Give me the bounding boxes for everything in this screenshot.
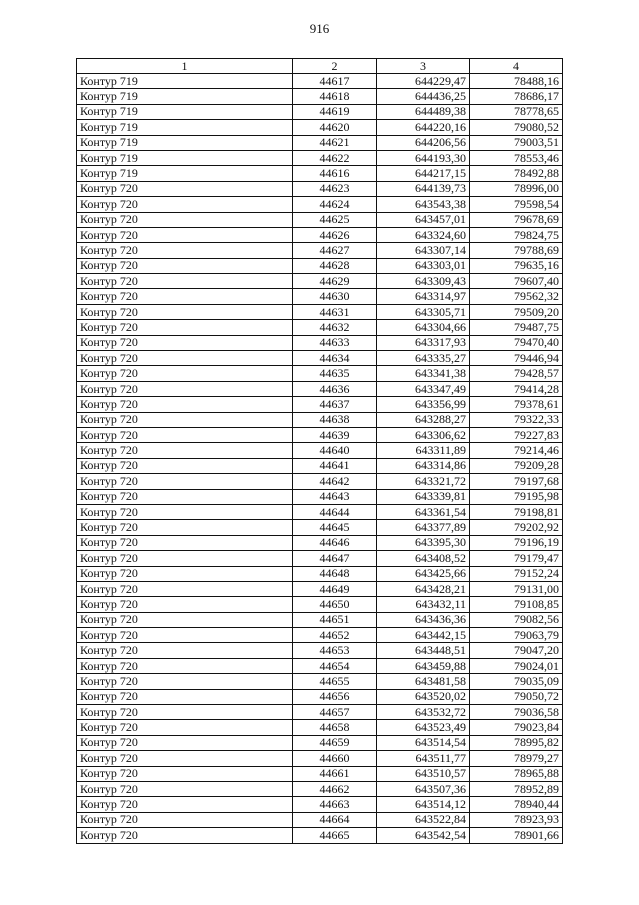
y-coordinate-cell: 79635,16 [470, 258, 563, 273]
table-row [77, 427, 563, 442]
contour-name-cell: Контур 720 [77, 720, 293, 735]
contour-name-cell: Контур 720 [77, 797, 293, 812]
y-coordinate-cell: 79428,57 [470, 366, 563, 381]
contour-name-cell: Контур 720 [77, 504, 293, 519]
y-coordinate-cell: 79196,19 [470, 535, 563, 550]
y-coordinate-cell: 79227,83 [470, 427, 563, 442]
table-row [77, 628, 563, 643]
table-row [77, 443, 563, 458]
x-coordinate-cell: 643305,71 [377, 304, 470, 319]
x-coordinate-cell: 643341,38 [377, 366, 470, 381]
x-coordinate-cell: 643311,89 [377, 443, 470, 458]
contour-name-cell: Контур 720 [77, 351, 293, 366]
contour-name-cell: Контур 720 [77, 674, 293, 689]
y-coordinate-cell: 78488,16 [470, 74, 563, 89]
contour-name-cell: Контур 720 [77, 551, 293, 566]
table-row [77, 551, 563, 566]
y-coordinate-cell: 78979,27 [470, 751, 563, 766]
contour-name-cell: Контур 720 [77, 427, 293, 442]
x-coordinate-cell: 643307,14 [377, 243, 470, 258]
y-coordinate-cell: 79198,81 [470, 504, 563, 519]
y-coordinate-cell: 79598,54 [470, 197, 563, 212]
table-row [77, 166, 563, 181]
y-coordinate-cell: 79082,56 [470, 612, 563, 627]
y-coordinate-cell: 79197,68 [470, 474, 563, 489]
point-number-cell: 44636 [293, 381, 377, 396]
y-coordinate-cell: 79050,72 [470, 689, 563, 704]
y-coordinate-cell: 79214,46 [470, 443, 563, 458]
x-coordinate-cell: 643317,93 [377, 335, 470, 350]
point-number-cell: 44644 [293, 504, 377, 519]
x-coordinate-cell: 643304,66 [377, 320, 470, 335]
contour-name-cell: Контур 720 [77, 751, 293, 766]
x-coordinate-cell: 643523,49 [377, 720, 470, 735]
point-number-cell: 44628 [293, 258, 377, 273]
y-coordinate-cell: 79562,32 [470, 289, 563, 304]
contour-name-cell: Контур 720 [77, 612, 293, 627]
contour-name-cell: Контур 720 [77, 181, 293, 196]
x-coordinate-cell: 643442,15 [377, 628, 470, 643]
table-row [77, 581, 563, 596]
x-coordinate-cell: 644139,73 [377, 181, 470, 196]
table-row [77, 181, 563, 196]
contour-name-cell: Контур 720 [77, 258, 293, 273]
point-number-cell: 44617 [293, 74, 377, 89]
table-row [77, 227, 563, 242]
contour-name-cell: Контур 719 [77, 150, 293, 165]
y-coordinate-cell: 79678,69 [470, 212, 563, 227]
table-row [77, 535, 563, 550]
x-coordinate-cell: 643339,81 [377, 489, 470, 504]
column-header-2: 2 [293, 59, 377, 74]
x-coordinate-cell: 644436,25 [377, 89, 470, 104]
contour-name-cell: Контур 719 [77, 166, 293, 181]
point-number-cell: 44639 [293, 427, 377, 442]
table-header-row [77, 59, 563, 74]
y-coordinate-cell: 79003,51 [470, 135, 563, 150]
table-row [77, 304, 563, 319]
point-number-cell: 44638 [293, 412, 377, 427]
x-coordinate-cell: 643459,88 [377, 658, 470, 673]
x-coordinate-cell: 644229,47 [377, 74, 470, 89]
y-coordinate-cell: 79152,24 [470, 566, 563, 581]
x-coordinate-cell: 643432,11 [377, 597, 470, 612]
x-coordinate-cell: 643543,38 [377, 197, 470, 212]
contour-name-cell: Контур 720 [77, 381, 293, 396]
x-coordinate-cell: 643457,01 [377, 212, 470, 227]
x-coordinate-cell: 643425,66 [377, 566, 470, 581]
table-row [77, 566, 563, 581]
contour-name-cell: Контур 720 [77, 566, 293, 581]
table-row [77, 351, 563, 366]
contour-name-cell: Контур 720 [77, 474, 293, 489]
point-number-cell: 44641 [293, 458, 377, 473]
point-number-cell: 44623 [293, 181, 377, 196]
point-number-cell: 44648 [293, 566, 377, 581]
y-coordinate-cell: 79788,69 [470, 243, 563, 258]
x-coordinate-cell: 643507,36 [377, 781, 470, 796]
x-coordinate-cell: 644206,56 [377, 135, 470, 150]
x-coordinate-cell: 643361,54 [377, 504, 470, 519]
y-coordinate-cell: 78952,89 [470, 781, 563, 796]
table-row [77, 289, 563, 304]
contour-name-cell: Контур 720 [77, 443, 293, 458]
point-number-cell: 44656 [293, 689, 377, 704]
point-number-cell: 44621 [293, 135, 377, 150]
contour-name-cell: Контур 720 [77, 274, 293, 289]
table-row [77, 243, 563, 258]
table-row [77, 274, 563, 289]
contour-name-cell: Контур 720 [77, 812, 293, 827]
contour-name-cell: Контур 720 [77, 397, 293, 412]
y-coordinate-cell: 79470,40 [470, 335, 563, 350]
contour-name-cell: Контур 720 [77, 412, 293, 427]
x-coordinate-cell: 643321,72 [377, 474, 470, 489]
table-row [77, 612, 563, 627]
table-row [77, 366, 563, 381]
contour-name-cell: Контур 720 [77, 489, 293, 504]
point-number-cell: 44651 [293, 612, 377, 627]
contour-name-cell: Контур 719 [77, 89, 293, 104]
y-coordinate-cell: 79378,61 [470, 397, 563, 412]
x-coordinate-cell: 643347,49 [377, 381, 470, 396]
contour-name-cell: Контур 720 [77, 643, 293, 658]
y-coordinate-cell: 79047,20 [470, 643, 563, 658]
contour-name-cell: Контур 720 [77, 458, 293, 473]
contour-name-cell: Контур 720 [77, 227, 293, 242]
point-number-cell: 44624 [293, 197, 377, 212]
y-coordinate-cell: 79131,00 [470, 581, 563, 596]
point-number-cell: 44642 [293, 474, 377, 489]
column-header-3: 3 [377, 59, 470, 74]
table-row [77, 397, 563, 412]
point-number-cell: 44665 [293, 828, 377, 843]
point-number-cell: 44655 [293, 674, 377, 689]
x-coordinate-cell: 643514,54 [377, 735, 470, 750]
point-number-cell: 44631 [293, 304, 377, 319]
x-coordinate-cell: 643377,89 [377, 520, 470, 535]
table-body [77, 74, 563, 844]
point-number-cell: 44654 [293, 658, 377, 673]
contour-name-cell: Контур 720 [77, 289, 293, 304]
y-coordinate-cell: 79024,01 [470, 658, 563, 673]
table-row [77, 766, 563, 781]
contour-name-cell: Контур 720 [77, 581, 293, 596]
table-row [77, 751, 563, 766]
x-coordinate-cell: 643408,52 [377, 551, 470, 566]
point-number-cell: 44662 [293, 781, 377, 796]
y-coordinate-cell: 79607,40 [470, 274, 563, 289]
y-coordinate-cell: 78923,93 [470, 812, 563, 827]
contour-name-cell: Контур 720 [77, 520, 293, 535]
table-row [77, 135, 563, 150]
table-row [77, 658, 563, 673]
y-coordinate-cell: 79487,75 [470, 320, 563, 335]
table-row [77, 674, 563, 689]
x-coordinate-cell: 643481,58 [377, 674, 470, 689]
point-number-cell: 44645 [293, 520, 377, 535]
contour-name-cell: Контур 720 [77, 535, 293, 550]
column-header-4: 4 [470, 59, 563, 74]
table-row [77, 797, 563, 812]
contour-name-cell: Контур 720 [77, 212, 293, 227]
x-coordinate-cell: 643514,12 [377, 797, 470, 812]
point-number-cell: 44620 [293, 120, 377, 135]
table-row [77, 705, 563, 720]
table-row [77, 212, 563, 227]
table-row [77, 689, 563, 704]
table-row [77, 74, 563, 89]
y-coordinate-cell: 79035,09 [470, 674, 563, 689]
y-coordinate-cell: 79209,28 [470, 458, 563, 473]
y-coordinate-cell: 79036,58 [470, 705, 563, 720]
contour-name-cell: Контур 720 [77, 243, 293, 258]
point-number-cell: 44652 [293, 628, 377, 643]
x-coordinate-cell: 644489,38 [377, 104, 470, 119]
point-number-cell: 44658 [293, 720, 377, 735]
x-coordinate-cell: 643314,97 [377, 289, 470, 304]
table-row [77, 150, 563, 165]
y-coordinate-cell: 78778,65 [470, 104, 563, 119]
contour-name-cell: Контур 720 [77, 658, 293, 673]
contour-name-cell: Контур 720 [77, 197, 293, 212]
x-coordinate-cell: 643532,72 [377, 705, 470, 720]
table-row [77, 828, 563, 843]
point-number-cell: 44643 [293, 489, 377, 504]
point-number-cell: 44634 [293, 351, 377, 366]
contour-name-cell: Контур 720 [77, 335, 293, 350]
x-coordinate-cell: 643395,30 [377, 535, 470, 550]
table-row [77, 89, 563, 104]
table-row [77, 781, 563, 796]
point-number-cell: 44629 [293, 274, 377, 289]
y-coordinate-cell: 79063,79 [470, 628, 563, 643]
x-coordinate-cell: 643522,84 [377, 812, 470, 827]
table-row [77, 335, 563, 350]
point-number-cell: 44664 [293, 812, 377, 827]
y-coordinate-cell: 78995,82 [470, 735, 563, 750]
point-number-cell: 44647 [293, 551, 377, 566]
y-coordinate-cell: 79023,84 [470, 720, 563, 735]
table-row [77, 735, 563, 750]
y-coordinate-cell: 79414,28 [470, 381, 563, 396]
table-row [77, 458, 563, 473]
point-number-cell: 44637 [293, 397, 377, 412]
contour-name-cell: Контур 719 [77, 135, 293, 150]
table-row [77, 720, 563, 735]
x-coordinate-cell: 643303,01 [377, 258, 470, 273]
page-number: 916 [309, 21, 330, 36]
x-coordinate-cell: 643356,99 [377, 397, 470, 412]
y-coordinate-cell: 79446,94 [470, 351, 563, 366]
x-coordinate-cell: 643324,60 [377, 227, 470, 242]
table-row [77, 504, 563, 519]
point-number-cell: 44635 [293, 366, 377, 381]
point-number-cell: 44661 [293, 766, 377, 781]
point-number-cell: 44632 [293, 320, 377, 335]
coordinates-table [76, 58, 563, 844]
x-coordinate-cell: 643542,54 [377, 828, 470, 843]
contour-name-cell: Контур 720 [77, 828, 293, 843]
x-coordinate-cell: 643511,77 [377, 751, 470, 766]
contour-name-cell: Контур 720 [77, 597, 293, 612]
point-number-cell: 44630 [293, 289, 377, 304]
y-coordinate-cell: 78940,44 [470, 797, 563, 812]
y-coordinate-cell: 78553,46 [470, 150, 563, 165]
point-number-cell: 44625 [293, 212, 377, 227]
contour-name-cell: Контур 719 [77, 120, 293, 135]
y-coordinate-cell: 79179,47 [470, 551, 563, 566]
contour-name-cell: Контур 719 [77, 104, 293, 119]
point-number-cell: 44663 [293, 797, 377, 812]
y-coordinate-cell: 79824,75 [470, 227, 563, 242]
y-coordinate-cell: 78996,00 [470, 181, 563, 196]
x-coordinate-cell: 643309,43 [377, 274, 470, 289]
x-coordinate-cell: 643288,27 [377, 412, 470, 427]
x-coordinate-cell: 643510,57 [377, 766, 470, 781]
y-coordinate-cell: 79195,98 [470, 489, 563, 504]
contour-name-cell: Контур 720 [77, 366, 293, 381]
table-row [77, 412, 563, 427]
point-number-cell: 44646 [293, 535, 377, 550]
table-row [77, 597, 563, 612]
y-coordinate-cell: 78492,88 [470, 166, 563, 181]
point-number-cell: 44657 [293, 705, 377, 720]
y-coordinate-cell: 78965,88 [470, 766, 563, 781]
table-row [77, 812, 563, 827]
y-coordinate-cell: 79108,85 [470, 597, 563, 612]
x-coordinate-cell: 643448,51 [377, 643, 470, 658]
contour-name-cell: Контур 720 [77, 689, 293, 704]
x-coordinate-cell: 644193,30 [377, 150, 470, 165]
x-coordinate-cell: 643520,02 [377, 689, 470, 704]
x-coordinate-cell: 644220,16 [377, 120, 470, 135]
table-row [77, 489, 563, 504]
table-row [77, 120, 563, 135]
y-coordinate-cell: 79322,33 [470, 412, 563, 427]
point-number-cell: 44622 [293, 150, 377, 165]
x-coordinate-cell: 643335,27 [377, 351, 470, 366]
table-row [77, 381, 563, 396]
table-row [77, 104, 563, 119]
point-number-cell: 44649 [293, 581, 377, 596]
y-coordinate-cell: 79080,52 [470, 120, 563, 135]
point-number-cell: 44618 [293, 89, 377, 104]
contour-name-cell: Контур 720 [77, 705, 293, 720]
y-coordinate-cell: 79202,92 [470, 520, 563, 535]
contour-name-cell: Контур 720 [77, 628, 293, 643]
column-header-1: 1 [77, 59, 293, 74]
point-number-cell: 44633 [293, 335, 377, 350]
contour-name-cell: Контур 719 [77, 74, 293, 89]
table-row [77, 520, 563, 535]
point-number-cell: 44659 [293, 735, 377, 750]
point-number-cell: 44653 [293, 643, 377, 658]
contour-name-cell: Контур 720 [77, 304, 293, 319]
y-coordinate-cell: 78901,66 [470, 828, 563, 843]
table-row [77, 258, 563, 273]
x-coordinate-cell: 643314,86 [377, 458, 470, 473]
point-number-cell: 44660 [293, 751, 377, 766]
point-number-cell: 44616 [293, 166, 377, 181]
y-coordinate-cell: 78686,17 [470, 89, 563, 104]
table-row [77, 474, 563, 489]
contour-name-cell: Контур 720 [77, 781, 293, 796]
x-coordinate-cell: 643306,62 [377, 427, 470, 442]
point-number-cell: 44627 [293, 243, 377, 258]
table-row [77, 320, 563, 335]
point-number-cell: 44640 [293, 443, 377, 458]
point-number-cell: 44619 [293, 104, 377, 119]
contour-name-cell: Контур 720 [77, 320, 293, 335]
point-number-cell: 44626 [293, 227, 377, 242]
x-coordinate-cell: 644217,15 [377, 166, 470, 181]
point-number-cell: 44650 [293, 597, 377, 612]
contour-name-cell: Контур 720 [77, 735, 293, 750]
y-coordinate-cell: 79509,20 [470, 304, 563, 319]
x-coordinate-cell: 643428,21 [377, 581, 470, 596]
x-coordinate-cell: 643436,36 [377, 612, 470, 627]
contour-name-cell: Контур 720 [77, 766, 293, 781]
table-row [77, 197, 563, 212]
table-row [77, 643, 563, 658]
